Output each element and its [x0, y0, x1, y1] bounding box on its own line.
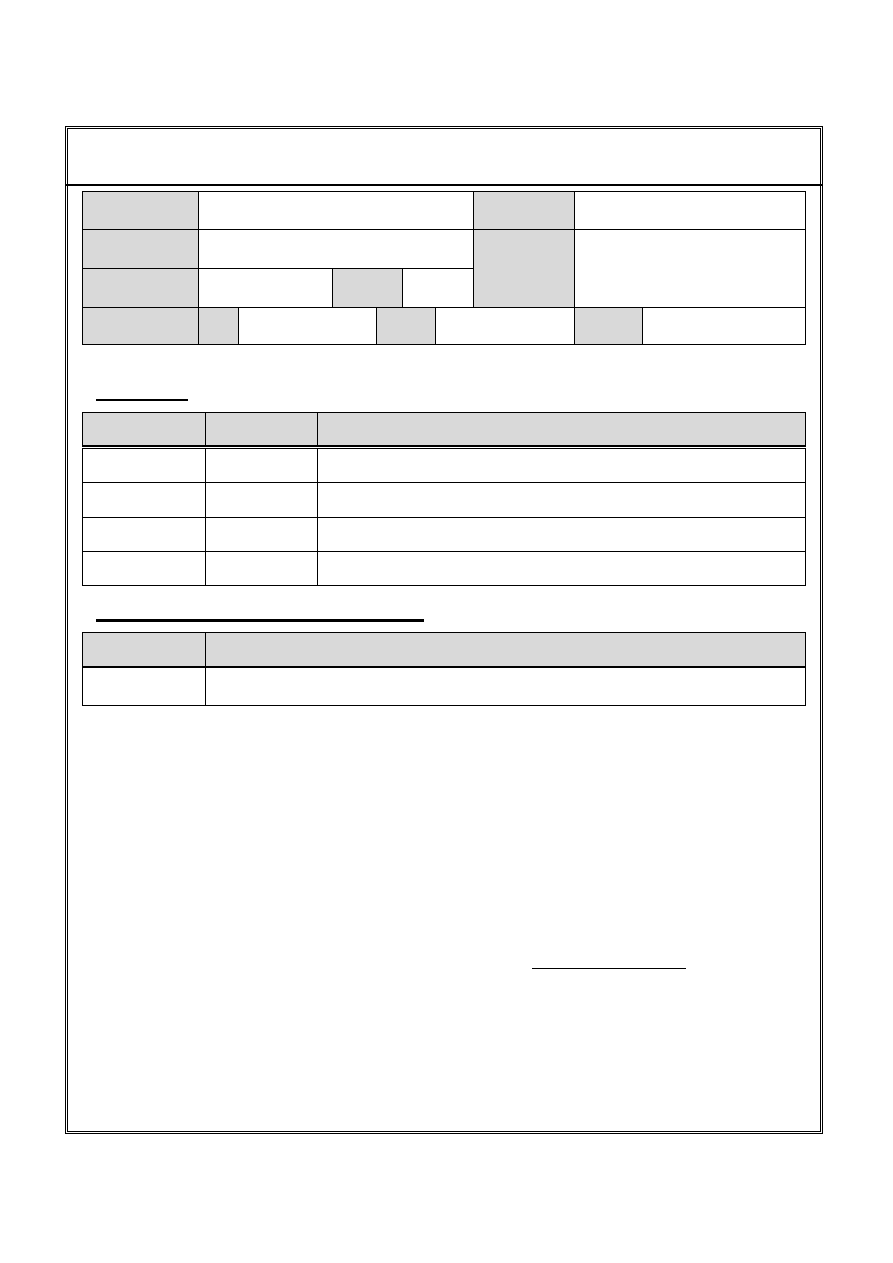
info-label-2b	[473, 229, 575, 308]
section1-cell[interactable]	[205, 482, 318, 518]
info-field-4b[interactable]	[238, 307, 377, 345]
info-label-4c	[376, 307, 436, 345]
section1-cell[interactable]	[205, 517, 318, 552]
info-label-3b	[332, 268, 403, 308]
info-field-4c[interactable]	[435, 307, 575, 345]
info-label-4a	[82, 307, 199, 345]
info-label-2a	[82, 229, 199, 269]
section2-col-header-1	[82, 632, 206, 668]
info-label-1b	[473, 191, 575, 230]
section1-cell[interactable]	[82, 551, 206, 586]
section1-col-header-1	[82, 412, 206, 447]
signature-value[interactable]	[532, 950, 686, 968]
section1-cell[interactable]	[317, 517, 806, 552]
section1-cell[interactable]	[82, 517, 206, 552]
info-field-1b[interactable]	[574, 191, 806, 230]
section2-heading-underline	[96, 619, 424, 622]
signature-label	[430, 950, 530, 968]
section1-cell[interactable]	[317, 448, 806, 483]
section1-cell[interactable]	[317, 551, 806, 586]
info-field-2a[interactable]	[198, 229, 474, 269]
info-field-3a[interactable]	[198, 268, 333, 308]
section1-heading	[96, 380, 188, 398]
section2-cell[interactable]	[82, 667, 206, 706]
section2-col-header-2	[205, 632, 806, 668]
info-label-4d	[574, 307, 643, 345]
info-field-3b[interactable]	[402, 268, 474, 308]
section1-col-header-3	[317, 412, 806, 447]
section2-cell[interactable]	[205, 667, 806, 706]
info-field-4d[interactable]	[642, 307, 806, 345]
info-field-1a[interactable]	[198, 191, 474, 230]
info-label-3a	[82, 268, 199, 308]
section1-cell[interactable]	[317, 482, 806, 518]
info-label-1a	[82, 191, 199, 230]
section1-cell[interactable]	[82, 482, 206, 518]
signature-line	[532, 968, 686, 969]
section1-heading-underline	[96, 399, 188, 401]
section1-col-header-2	[205, 412, 318, 447]
section2-heading	[96, 600, 424, 618]
info-label-4b	[198, 307, 239, 345]
info-field-2b[interactable]	[574, 229, 806, 308]
section1-cell[interactable]	[82, 448, 206, 483]
section1-cell[interactable]	[205, 448, 318, 483]
section1-cell[interactable]	[205, 551, 318, 586]
form-title-row	[65, 126, 823, 186]
